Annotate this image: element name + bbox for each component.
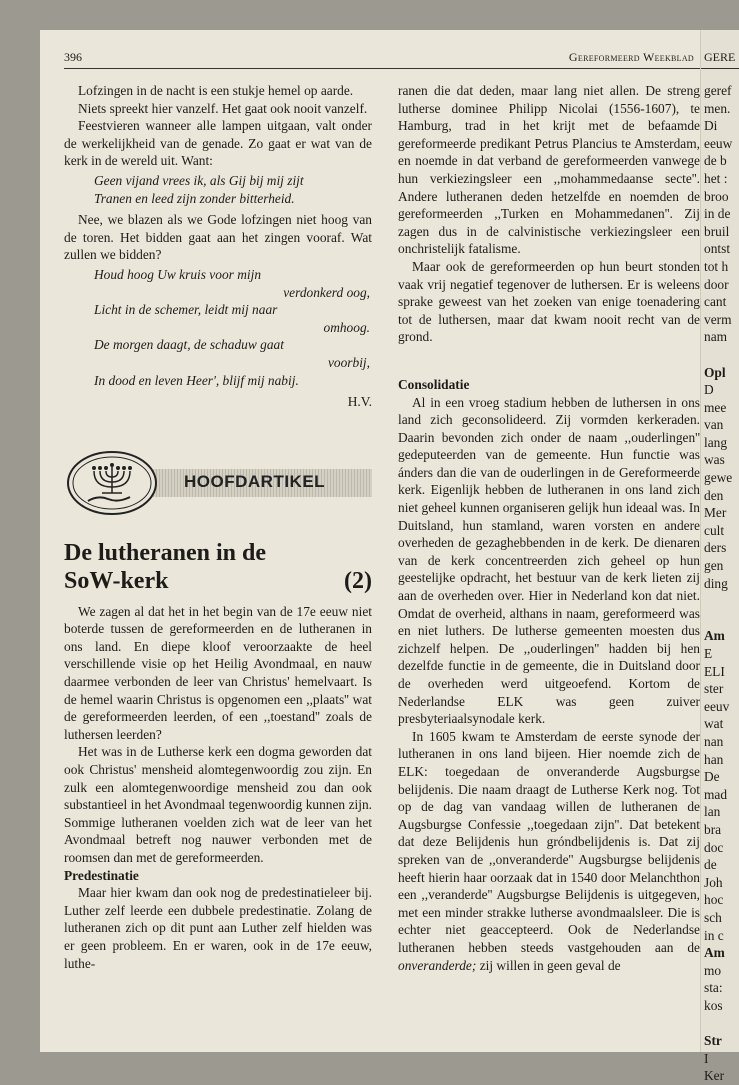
next-page-line: Joh <box>704 874 723 890</box>
next-page-line: het : <box>704 170 728 186</box>
article-title-line: SoW-kerk <box>64 567 169 594</box>
next-page-header: GERE <box>704 50 736 64</box>
running-header: Gereformeerd Weekblad <box>568 50 694 64</box>
next-page-edge <box>700 30 739 1084</box>
next-page-line: ding <box>704 575 728 591</box>
verse-line: verdonkerd oog, <box>283 284 370 300</box>
next-page-line: mad <box>704 786 728 802</box>
body-paragraph: Maar ook de gereformeerden op hun beurt stonden vaak vrij negatief tegenover de luthersen. Er is weleens sprake geweest van het zoeken van enige toenadering tot de luthersen, maar dat kwam nooit recht van de grond. <box>398 258 700 345</box>
body-paragraph: Nee, we blazen als we Gode lofzingen niet hoog van de toren. Het bidden gaat aan het zingen vooraf. Wat zullen we bidden? <box>64 212 372 263</box>
next-page-line: cant <box>704 294 727 310</box>
section-subhead: Consolidatie <box>398 376 470 392</box>
next-page-line: De <box>704 769 720 785</box>
left-column <box>64 82 372 972</box>
next-page-line: Am <box>704 628 725 644</box>
next-page-line: Opl <box>704 364 726 380</box>
emphasis-text: onveranderde; <box>398 957 477 973</box>
body-paragraph: Het was in de Lutherse kerk een dogma geworden dat ook Christus' mensheid alomtegenwoordig zou zijn. En zulk een alomtegenwoordige mensheid zou dan ook substantieel in het Avondmaal tegenwoordig kunnen zijn. Sommige lutheranen voelden zich wat de leer van het Avondmaal betreft nog nauwer verbonden met de roomsen dan met de gereformeerden. <box>64 744 372 865</box>
next-page-line: cult <box>704 522 725 538</box>
right-column <box>398 82 700 974</box>
next-page-line: Ker <box>704 1068 725 1084</box>
next-page-line: mo <box>704 962 722 978</box>
intro-paragraph: Feestvieren wanneer alle lampen uitgaan, valt onder de werkelijkheid van de genade. Zo gaat er wat van de kerk in de wereld uit. Want: <box>64 118 372 169</box>
section-subhead: Predestinatie <box>64 867 139 883</box>
next-page-line: nam <box>704 329 728 345</box>
next-page-line <box>704 1014 732 1032</box>
next-page-line: was <box>704 452 725 468</box>
next-page-line: bruil <box>704 223 730 239</box>
banner-label: HOOFDARTIKEL <box>184 471 326 491</box>
verse-line: In dood en leven Heer', blijf mij nabij. <box>94 372 299 388</box>
next-page-line: van <box>704 417 724 433</box>
next-page-line: E <box>704 646 713 661</box>
next-page-line: eeuv <box>704 698 730 714</box>
page-number: 396 <box>64 50 82 64</box>
header-rule <box>701 68 739 69</box>
next-page-line: D <box>704 382 714 398</box>
next-page-line: gewe <box>704 470 733 486</box>
next-page-line: lang <box>704 434 728 450</box>
next-page-line: bra <box>704 821 722 837</box>
next-page-line: kos <box>704 997 723 1013</box>
verse-line: Houd hoog Uw kruis voor mijn <box>94 266 262 282</box>
text-run: In 1605 kwam te Amsterdam de eerste synode der lutheranen in ons land bijeen. Hier noemde zich de ELK: toegedaan de onveranderde Augsburgse belijdenis. Die naam draagt de Lutherse Kerk nog. Tot op de dag van vandaag willen de lutheranen de Augsburgse Confessie ,,toegedaan zijn''. Dat betekent dat deze Belijdenis hun gróndbelijdenis is. Dat zij spreken van de ,,onveranderde'' Augsburgse belijdenis heeft hierin haar oorzaak dat in 1540 door Melanchthon een ,,veranderde'' Augsburgse Belijdenis is uitgegeven, met een minder strakke lutherse avondmaalsleer. Die is echter niet geaccepteerd. Ook de Nederlandse lutheranen hebben steeds vastgehouden aan de <box>398 728 700 955</box>
intro-paragraph: Lofzingen in de nacht is een stukje hemel op aarde. <box>78 83 354 98</box>
next-page-line: sta: <box>704 980 723 996</box>
next-page-line: mee <box>704 399 727 415</box>
next-page-lines <box>704 82 732 1085</box>
text-run: zij willen in geen geval de <box>479 957 621 973</box>
body-paragraph: Al in een vroeg stadium hebben de luthersen in ons land zich geconsolideerd. Zij vormden kerkeraden. Daarin bevonden zich onder de naam ,,ouderlingen'' gedeputeerden van de gemeente. Hun functie was ánders dan die van de ouderlingen in de Gereformeerde kerk. Eigenlijk hebben de lutheranen in ons land zich niet geheel kunnen organiseren gelijk hun ideaal was. In Duitsland, hun stamland, waren vorsten en andere overheden de gezaghebbenden in de kerk. De dienaren van de kerk concentreerden zich geheel op hun geestelijke opdracht, het bestuur van de kerk lieten zij aan de overheden over. Hier in Nederland kon dat niet. Omdat de overheid, althans in naam, gereformeerd was en niet luthers. De lutherse gemeenten moesten dus zichzelf helpen. De ,,ouderlingen'' hadden bij hen dezelfde functie in de gemeente, die in Duitsland door de overheden werd uitgeoefend. Kortom de Nederlandse ELK was geen zuiver presbyteriaalsynodale kerk. <box>398 394 700 727</box>
next-page-line: men. <box>704 100 731 116</box>
next-page-line: hoc <box>704 892 724 908</box>
next-page-line: sch <box>704 909 722 925</box>
next-page-line: gen <box>704 558 724 574</box>
header-rule <box>64 68 700 69</box>
intro-paragraph: Niets spreekt hier vanzelf. Het gaat ook nooit vanzelf. <box>78 100 368 116</box>
next-page-line: de <box>704 857 717 873</box>
menorah-emblem-icon <box>64 449 174 517</box>
journal-page <box>40 30 700 1052</box>
next-page-line: ster <box>704 681 724 697</box>
verse-line: omhoog. <box>323 319 370 335</box>
next-page-line: wat <box>704 716 724 732</box>
article-title-line: De lutheranen in de <box>64 539 267 566</box>
next-page-line: geref <box>704 83 732 98</box>
next-page-line <box>704 592 732 610</box>
author-signature: H.V. <box>347 394 372 410</box>
next-page-line <box>704 346 732 364</box>
next-page-line: ontst <box>704 241 731 257</box>
next-page-line: Am <box>704 945 725 961</box>
verse-line: Tranen en leed zijn zonder bitterheid. <box>94 190 295 206</box>
next-page-line: de b <box>704 153 727 169</box>
next-page-line: ELI <box>704 663 725 679</box>
verse-line: Geen vijand vrees ik, als Gij bij mij zijt <box>94 172 304 188</box>
next-page-line: broo <box>704 188 729 204</box>
next-page-line: in c <box>704 927 724 943</box>
next-page-line: han <box>704 751 724 767</box>
section-banner <box>64 449 372 517</box>
next-page-line: den <box>704 487 724 503</box>
article-part-number: (2) <box>344 567 372 594</box>
verse-quote <box>94 266 372 389</box>
body-paragraph: ranen die dat deden, maar lang niet allen. De streng lutherse dominee Philipp Nicolai (1556-1607), te Hamburg, trad in het krijt met de befaamde gereformeerde predikant Petrus Plancius te Amsterdam, en noemde in dat verband de gereformeerden vanwege hun verkiezingsleer een ,,mohammedaanse secte''. Andere lutheranen deden hetzelfde en noemden de gereformeerden ,,Turken en Mohammedanen''. Zij zagen dus in de calvinistische verkiezingsleer een onchristelijk fatalisme. <box>398 83 700 257</box>
next-page-line: tot h <box>704 258 729 274</box>
body-paragraph: Maar hier kwam dan ook nog de predestinatieleer bij. Luther zelf leerde een dubbele predestinatie. Zolang de lutheranen zich op dit punt aan Luther zelf hielden was er geen probleem. En er waren, ook in de 17e eeuw, luthe- <box>64 885 372 971</box>
verse-line: Licht in de schemer, leidt mij naar <box>94 302 278 318</box>
next-page-line: nan <box>704 733 724 749</box>
article-title <box>64 539 372 595</box>
next-page-line <box>704 610 732 628</box>
next-page-line: ders <box>704 540 727 556</box>
next-page-line: Di <box>704 118 718 134</box>
next-page-line: verm <box>704 311 732 327</box>
verse-quote <box>94 172 372 207</box>
next-page-line: Mer <box>704 505 727 521</box>
verse-line: De morgen daagt, de schaduw gaat <box>94 337 284 353</box>
body-paragraph <box>398 728 700 974</box>
next-page-line: doc <box>704 839 724 855</box>
next-page-line: eeuw <box>704 135 733 151</box>
verse-line: voorbij, <box>327 354 370 370</box>
next-page-line: door <box>704 276 729 292</box>
next-page-line: Str <box>704 1033 722 1049</box>
next-page-line: I <box>704 1050 709 1066</box>
body-paragraph: We zagen al dat het in het begin van de 17e eeuw niet boterde tussen de gereformeerden en de lutheranen in ons land. En diepe kloof veroorzaakte de heel verschillende visie op het Heilig Avondmaal, en nauw daarmee verbonden de leer van Christus' hemelvaart. Is de hemel waarin Christus is opgenomen een ,,plaats'' wat de gereformeerden leerden, of een ,,toestand'' zoals de luthersen leerden? <box>64 603 372 742</box>
next-page-line: lan <box>704 804 721 820</box>
next-page-line: in de <box>704 206 731 222</box>
